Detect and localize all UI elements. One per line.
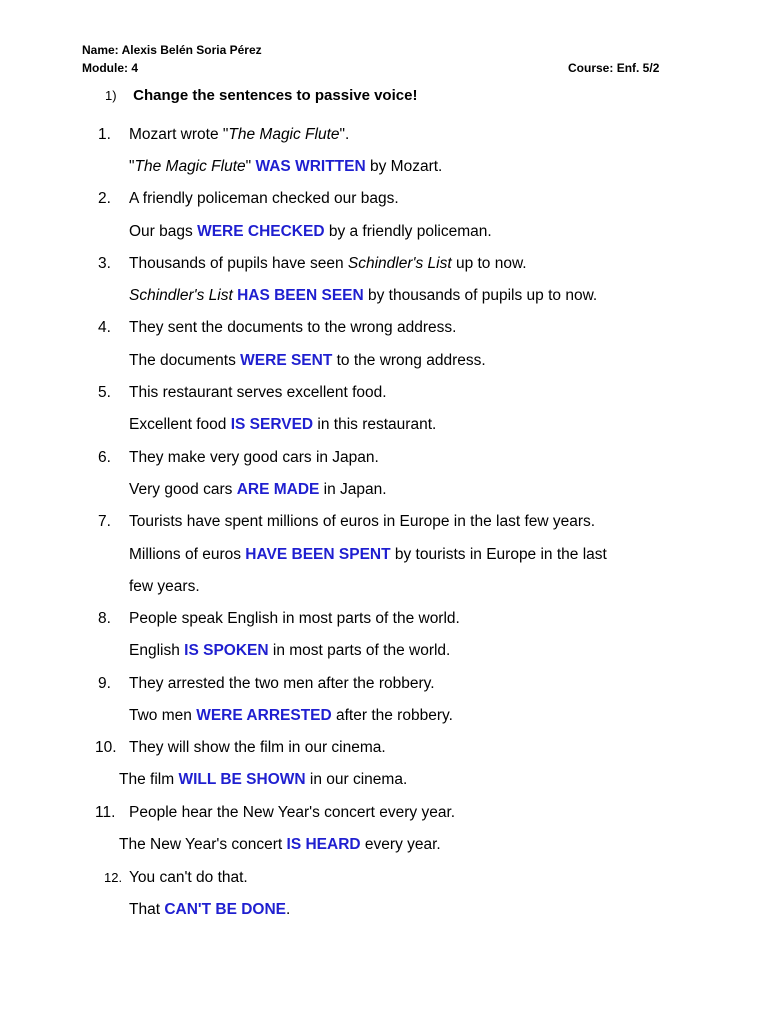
question-2: 2. A friendly policeman checked our bags. [98, 190, 399, 207]
item-number: 5. [98, 384, 111, 401]
course-label: Course: [568, 61, 614, 75]
course-value: Enf. 5/2 [616, 61, 660, 75]
answer-6: Very good cars ARE MADE in Japan. [129, 481, 387, 498]
passive-verb: WERE SENT [240, 352, 333, 369]
question-4: 4. They sent the documents to the wrong address. [98, 319, 457, 336]
passive-verb: HAVE BEEN SPENT [245, 546, 391, 563]
answer-5: Excellent food IS SERVED in this restaurant. [129, 416, 437, 433]
answer-7: Millions of euros HAVE BEEN SPENT by tourists in Europe in the last [129, 546, 607, 563]
question-3: 3. Thousands of pupils have seen Schindler's List up to now. [98, 255, 527, 272]
item-number: 12. [104, 870, 123, 885]
name-value: Alexis Belén Soria Pérez [121, 43, 262, 57]
passive-verb: HAS BEEN SEEN [237, 287, 364, 304]
question-11: 11. People hear the New Year's concert every year. [95, 804, 456, 821]
item-number: 7. [98, 513, 111, 530]
item-number: 1. [98, 126, 111, 143]
instruction-text: Change the sentences to passive voice! [133, 87, 418, 104]
item-number: 10. [95, 739, 117, 756]
passive-verb: ARE MADE [236, 481, 320, 498]
name-label: Name: [82, 43, 119, 57]
passive-verb: WILL BE SHOWN [178, 771, 306, 788]
passive-verb: IS SPOKEN [184, 642, 269, 659]
question-12: 12. You can't do that. [104, 869, 248, 886]
question-1: 1. Mozart wrote "The Magic Flute". [98, 126, 350, 143]
answer-3: Schindler's List HAS BEEN SEEN by thousands of pupils up to now. [129, 287, 598, 304]
answer-2: Our bags WERE CHECKED by a friendly policeman. [129, 223, 492, 240]
module-label: Module: [82, 61, 128, 75]
question-8: 8. People speak English in most parts of the world. [98, 610, 460, 627]
question-9: 9. They arrested the two men after the robbery. [98, 675, 435, 692]
item-number: 9. [98, 675, 111, 692]
student-name [82, 43, 262, 57]
passive-verb: IS SERVED [230, 416, 314, 433]
passive-verb: IS HEARD [286, 836, 361, 853]
question-5: 5. This restaurant serves excellent food. [98, 384, 387, 401]
answer-7-continued: few years. [129, 578, 200, 595]
answer-1: "The Magic Flute" WAS WRITTEN by Mozart. [129, 158, 443, 175]
passive-verb: WERE CHECKED [197, 223, 325, 240]
module-value: 4 [131, 61, 139, 75]
answer-11: The New Year's concert IS HEARD every year. [119, 836, 441, 853]
passive-verb: WERE ARRESTED [196, 707, 332, 724]
question-6: 6. They make very good cars in Japan. [98, 449, 379, 466]
item-number: 3. [98, 255, 111, 272]
item-number: 2. [98, 190, 111, 207]
answer-12: That CAN'T BE DONE. [129, 901, 291, 918]
answer-8: English IS SPOKEN in most parts of the world. [129, 642, 451, 659]
passive-verb: WAS WRITTEN [255, 158, 366, 175]
exercise-instruction [105, 87, 417, 104]
module-info [82, 61, 138, 75]
course-info [568, 61, 659, 75]
answer-10: The film WILL BE SHOWN in our cinema. [119, 771, 408, 788]
answer-9: Two men WERE ARRESTED after the robbery. [129, 707, 453, 724]
passive-verb: CAN'T BE DONE [164, 901, 286, 918]
question-7: 7. Tourists have spent millions of euros in Europe in the last few years. [98, 513, 596, 530]
exercise-number: 1) [105, 88, 117, 103]
item-number: 8. [98, 610, 111, 627]
question-10: 10. They will show the film in our cinema. [95, 739, 386, 756]
item-number: 6. [98, 449, 111, 466]
answer-4: The documents WERE SENT to the wrong address. [129, 352, 486, 369]
item-number: 11. [95, 804, 116, 821]
item-number: 4. [98, 319, 111, 336]
